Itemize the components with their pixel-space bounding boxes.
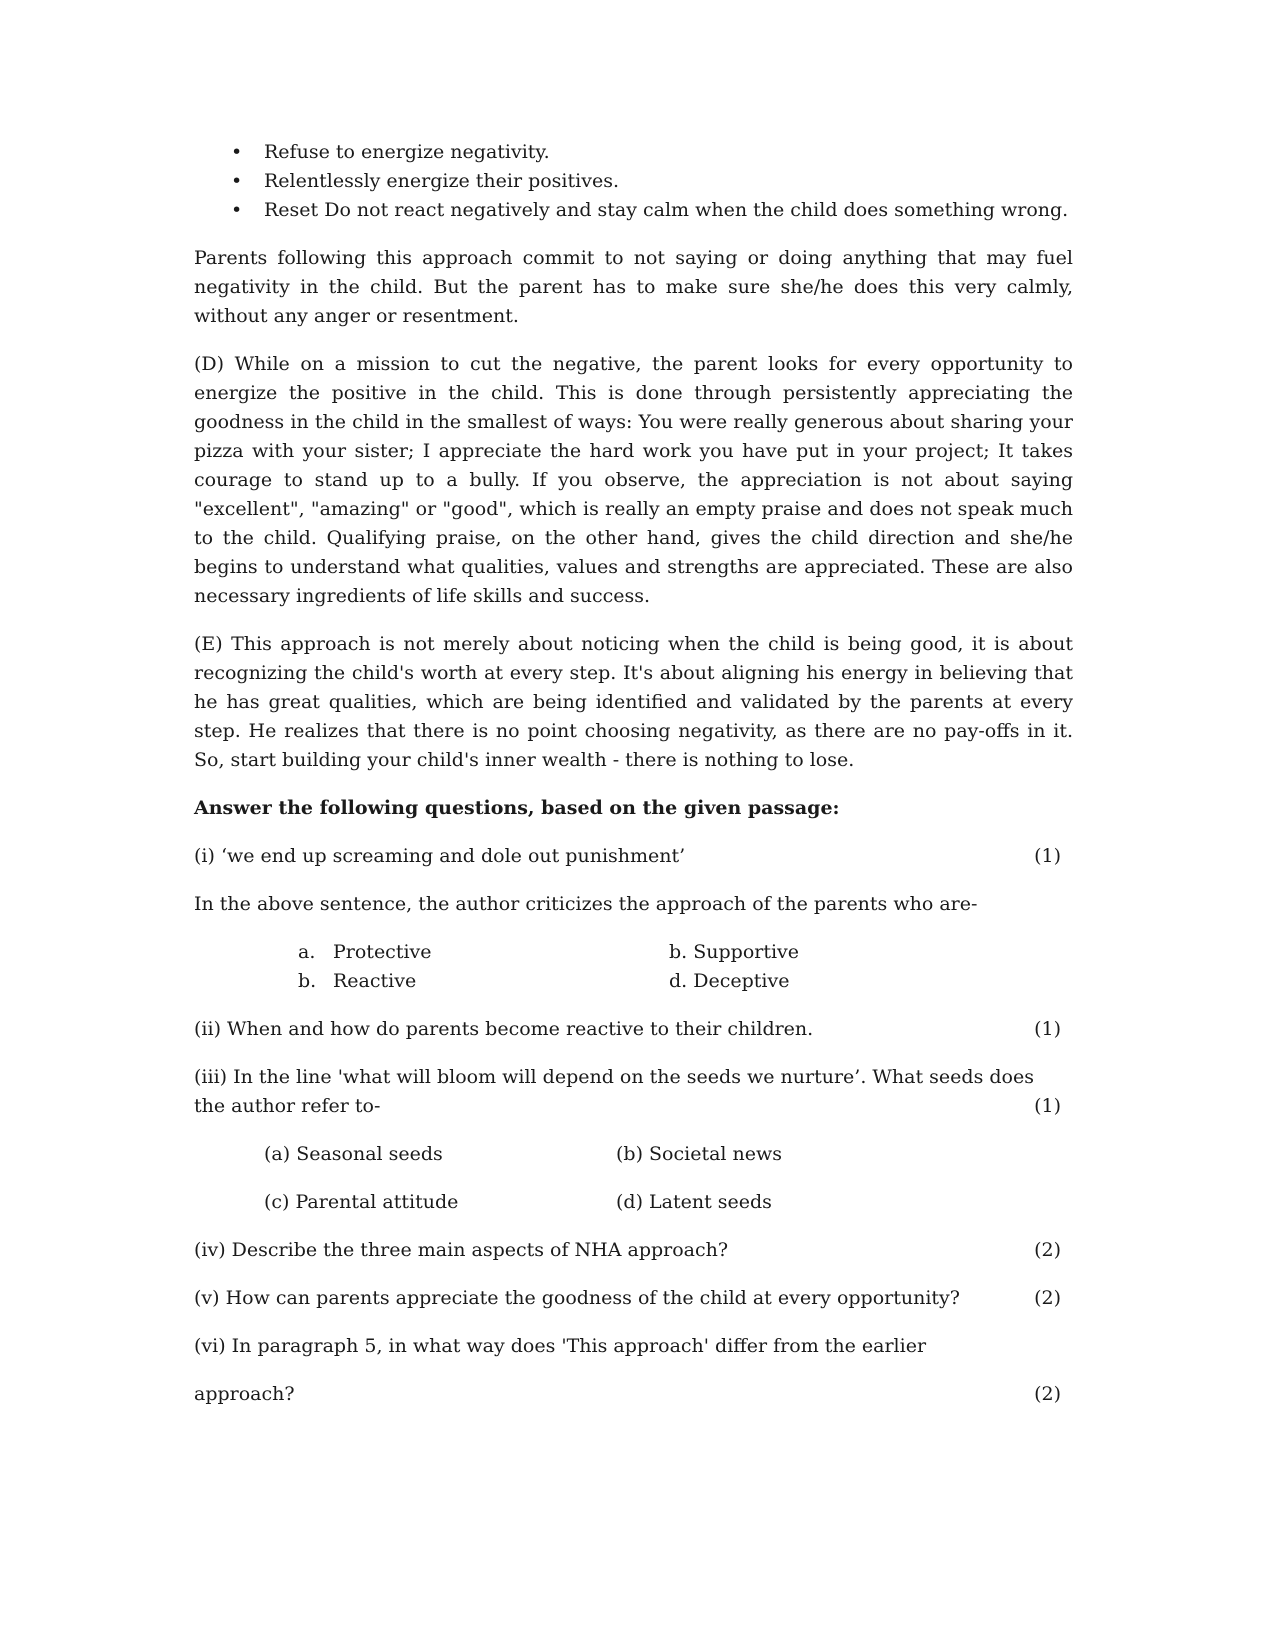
document-page [194, 138, 1073, 1409]
question-2-marks: (1) [1034, 1018, 1061, 1040]
option-label: b. [298, 970, 317, 992]
question-3-marks: (1) [1034, 1095, 1061, 1117]
bullet-icon: • [231, 141, 243, 163]
question-4-marks: (2) [1034, 1239, 1061, 1261]
paragraph-e: (E) This approach is not merely about noticing when the child is being good, it is about recognizing the child's worth at every step. It's about aligning his energy in believing that he has great qualities, which are being identified and validated by the parents at every step. He realizes that there is no point choosing negativity, as there are no pay-offs in it. So, start building your child's inner wealth - there is nothing to lose. [194, 633, 1073, 771]
option-text: Reactive [333, 970, 417, 992]
option-item [298, 967, 668, 996]
question-2-text: (ii) When and how do parents become reactive to their children. [194, 1018, 814, 1040]
bullet-icon: • [231, 199, 243, 221]
paragraph-commitment: Parents following this approach commit to not saying or doing anything that may fuel negativity in the child. But the parent has to make sure she/he does this very calmly, without any anger or resentment. [194, 247, 1073, 327]
question-3 [194, 1063, 1073, 1121]
question-4-text: (iv) Describe the three main aspects of NHA approach? [194, 1239, 729, 1261]
question-1 [194, 842, 1073, 871]
approach-bullet-list [194, 138, 1073, 225]
question-5 [194, 1284, 1073, 1313]
option-label: a. [298, 941, 316, 963]
bullet-icon: • [231, 170, 243, 192]
question-3-options [194, 1140, 1073, 1217]
bullet-item [194, 138, 1073, 167]
option-item: (a) Seasonal seeds [264, 1143, 443, 1165]
option-text: d. Deceptive [669, 970, 790, 992]
question-3-line-2: the author refer to- [194, 1095, 381, 1117]
option-text: b. Supportive [669, 941, 800, 963]
question-4 [194, 1236, 1073, 1265]
question-3-line-1: (iii) In the line 'what will bloom will depend on the seeds we nurture’. What seeds does [194, 1066, 1034, 1088]
questions-heading: Answer the following questions, based on the given passage: [194, 797, 840, 819]
option-item: (b) Societal news [616, 1143, 783, 1165]
question-1-text: (i) ‘we end up screaming and dole out punishment’ [194, 845, 686, 867]
bullet-item [194, 196, 1073, 225]
bullet-text: Refuse to energize negativity. [264, 141, 550, 163]
bullet-item [194, 167, 1073, 196]
option-item [668, 967, 968, 996]
question-5-marks: (2) [1034, 1287, 1061, 1309]
question-6 [194, 1332, 1073, 1361]
question-2 [194, 1015, 1073, 1044]
question-3-line-2-row [194, 1092, 1073, 1121]
option-item [668, 938, 968, 967]
option-item [298, 938, 668, 967]
option-item: (c) Parental attitude [264, 1191, 459, 1213]
question-5-text: (v) How can parents appreciate the goodness of the child at every opportunity? [194, 1287, 960, 1309]
question-6-line-1: (vi) In paragraph 5, in what way does 'This approach' differ from the earlier [194, 1335, 927, 1357]
question-6-line-2-row [194, 1380, 1073, 1409]
question-6-line-2: approach? [194, 1383, 295, 1405]
bullet-text: Relentlessly energize their positives. [264, 170, 619, 192]
option-text: Protective [333, 941, 432, 963]
option-item: (d) Latent seeds [616, 1191, 772, 1213]
question-1-marks: (1) [1034, 845, 1061, 867]
question-1-options [194, 938, 1073, 996]
bullet-text: Reset Do not react negatively and stay calm when the child does something wrong. [264, 199, 1069, 221]
question-1-followup: In the above sentence, the author criticizes the approach of the parents who are- [194, 893, 978, 915]
paragraph-d: (D) While on a mission to cut the negative, the parent looks for every opportunity to energize the positive in the child. This is done through persistently appreciating the goodness in the child in the smallest of ways: You were really generous about sharing your pizza with your sister; I appreciate the hard work you have put in your project; It takes courage to stand up to a bully. If you observe, the appreciation is not about saying "excellent", "amazing" or "good", which is really an empty praise and does not speak much to the child. Qualifying praise, on the other hand, gives the child direction and she/he begins to understand what qualities, values and strengths are appreciated. These are also necessary ingredients of life skills and success. [194, 353, 1073, 607]
question-6-marks: (2) [1034, 1383, 1061, 1405]
